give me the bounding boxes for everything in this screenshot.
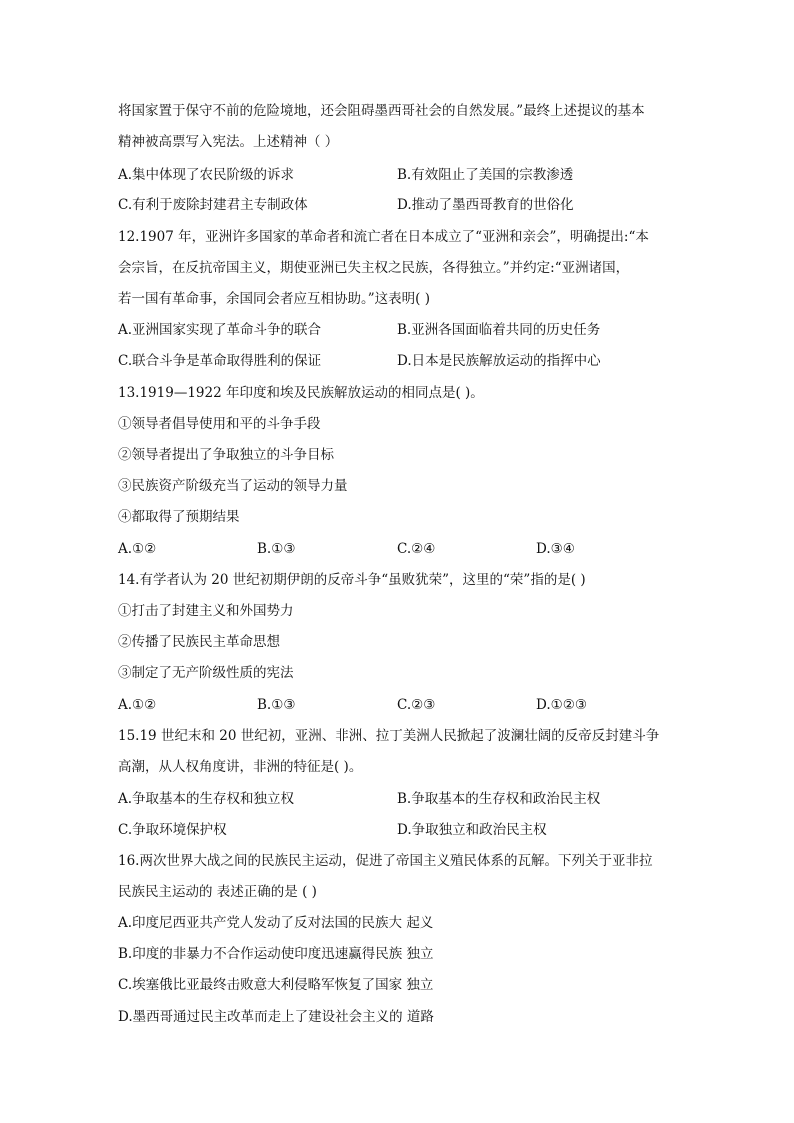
q12-option-d: D.日本是民族解放运动的指挥中心 [397, 353, 601, 369]
q14-statement-1: ①打击了封建主义和外国势力 [118, 603, 294, 619]
q11-option-b: B.有效阻止了美国的宗教渗透 [397, 167, 574, 183]
q14-statement-2: ②传播了民族民主革命思想 [118, 634, 280, 650]
q14-stem: 14.有学者认为 20 世纪初期伊朗的反帝斗争“虽败犹荣”，这里的“荣”指的是( ) [118, 572, 586, 588]
q13-option-d: D.③④ [536, 541, 575, 557]
q15-option-c: C.争取环境保护权 [118, 822, 227, 838]
q15-stem-line-1: 15.19 世纪末和 20 世纪初，亚洲、非洲、拉丁美洲人民掀起了波澜壮阔的反帝反封建斗争 [118, 728, 660, 744]
q16-option-b: B.印度的非暴力不合作运动使印度迅速赢得民族 独立 [118, 946, 434, 962]
q12-stem-line-2: 会宗旨，在反抗帝国主义，期使亚洲已失主权之民族，各得独立。”并约定:“亚洲诸国， [118, 260, 630, 276]
q12-stem-line-3: 若一国有革命事，余国同会者应互相协助。”这表明( ) [118, 291, 430, 307]
q16-option-a: A.印度尼西亚共产党人发动了反对法国的民族大 起义 [118, 915, 434, 931]
q11-stem-line-2: 精神被高票写入宪法。上述精神（ ） [118, 134, 339, 150]
q15-option-b: B.争取基本的生存权和政治民主权 [397, 791, 601, 807]
q13-option-c: C.②④ [397, 541, 436, 557]
q14-option-b: B.①③ [257, 697, 296, 713]
q11-option-c: C.有利于废除封建君主专制政体 [118, 197, 308, 213]
q16-stem-line-2: 民族民主运动的 表述正确的是 ( ) [118, 884, 317, 900]
q12-option-b: B.亚洲各国面临着共同的历史任务 [397, 322, 601, 338]
q13-statement-2: ②领导者提出了争取独立的斗争目标 [118, 447, 334, 463]
q15-stem-line-2: 高潮，从人权角度讲，非洲的特征是( )。 [118, 759, 363, 775]
q15-option-a: A.争取基本的生存权和独立权 [118, 791, 295, 807]
q14-option-c: C.②③ [397, 697, 436, 713]
q16-stem-line-1: 16.两次世界大战之间的民族民主运动，促进了帝国主义殖民体系的瓦解。下列关于亚非拉 [118, 853, 653, 869]
q11-stem-line-1: 将国家置于保守不前的危险境地，还会阻碍墨西哥社会的自然发展。”最终上述提议的基本 [118, 103, 645, 119]
q13-statement-3: ③民族资产阶级充当了运动的领导力量 [118, 478, 348, 494]
q13-statement-4: ④都取得了预期结果 [118, 509, 240, 525]
q12-stem-line-1: 12.1907 年，亚洲许多国家的革命者和流亡者在日本成立了“亚洲和亲会”，明确提出:“本 [118, 229, 649, 245]
q13-statement-1: ①领导者倡导使用和平的斗争手段 [118, 416, 321, 432]
q12-option-a: A.亚洲国家实现了革命斗争的联合 [118, 322, 322, 338]
q11-option-d: D.推动了墨西哥教育的世俗化 [397, 197, 574, 213]
q11-option-a: A.集中体现了农民阶级的诉求 [118, 167, 295, 183]
q13-option-a: A.①② [118, 541, 157, 557]
q14-option-d: D.①②③ [536, 697, 587, 713]
q14-option-a: A.①② [118, 697, 157, 713]
q15-option-d: D.争取独立和政治民主权 [397, 822, 547, 838]
q16-option-d: D.墨西哥通过民主改革而走上了建设社会主义的 道路 [118, 1009, 434, 1025]
q13-option-b: B.①③ [257, 541, 296, 557]
q13-stem: 13.1919—1922 年印度和埃及民族解放运动的相同点是( )。 [118, 385, 484, 401]
q16-option-c: C.埃塞俄比亚最终击败意大利侵略军恢复了国家 独立 [118, 977, 434, 993]
q14-statement-3: ③制定了无产阶级性质的宪法 [118, 665, 294, 681]
q12-option-c: C.联合斗争是革命取得胜利的保证 [118, 353, 322, 369]
